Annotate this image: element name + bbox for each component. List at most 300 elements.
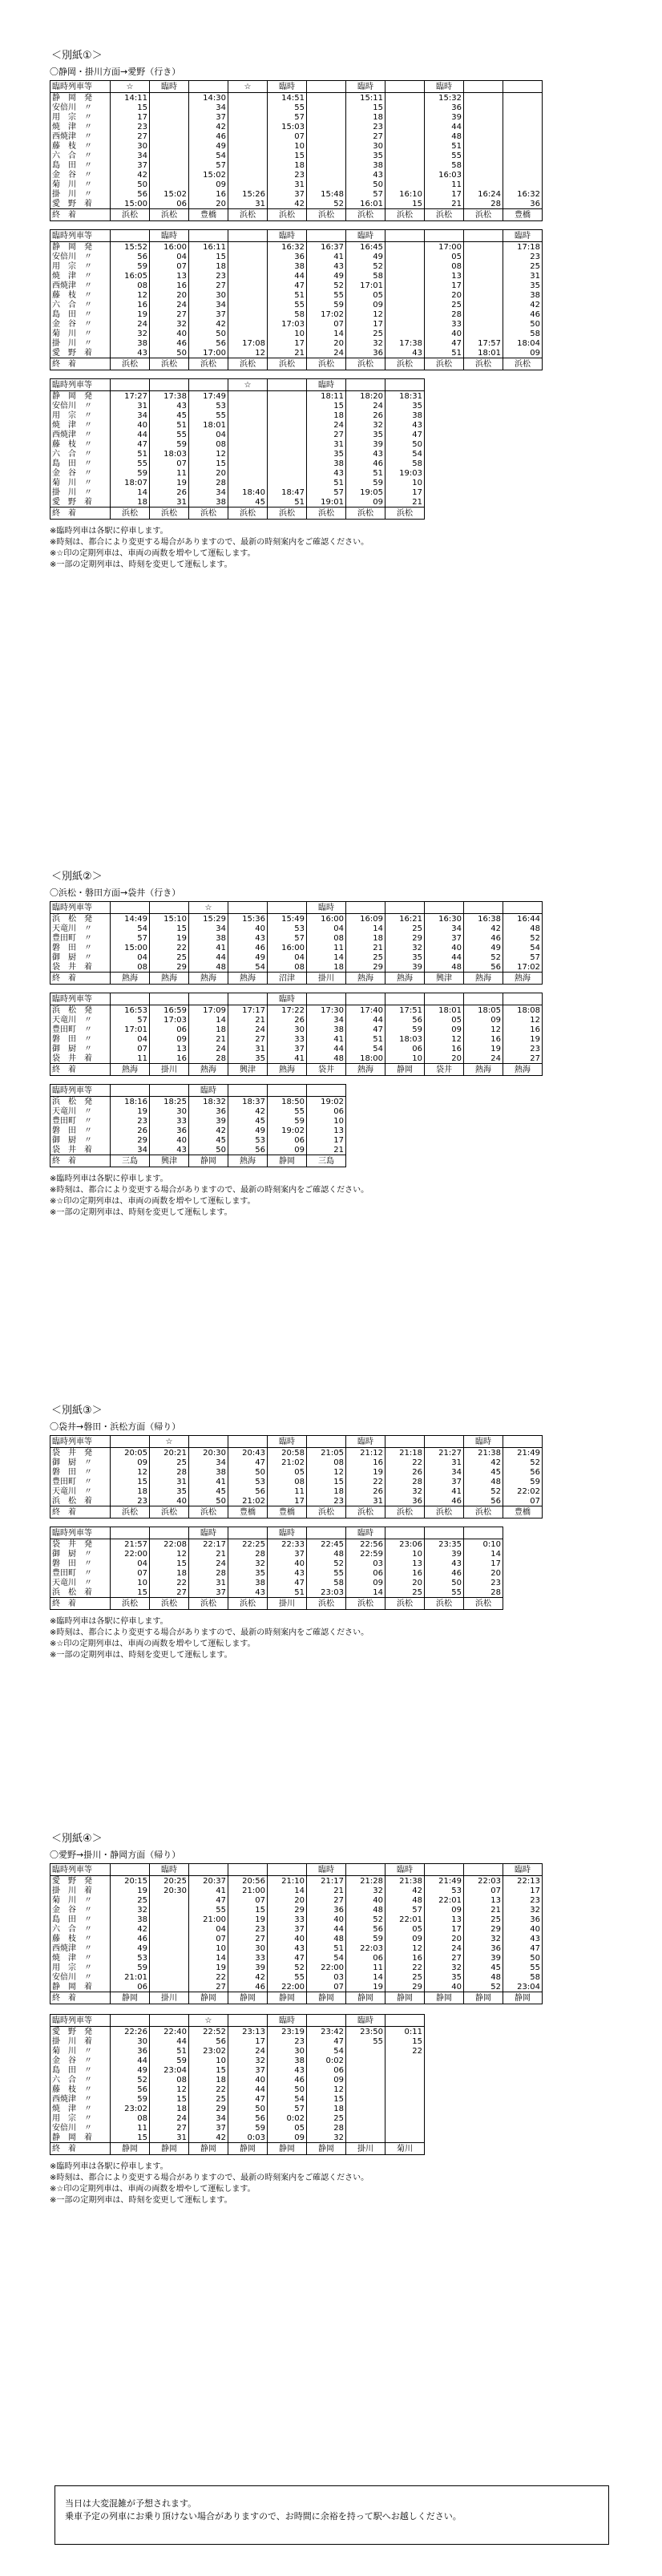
time-cell [385, 160, 425, 170]
time-cell: 59 [150, 439, 189, 449]
station-row [50, 1458, 543, 1467]
time-cell: 42 [189, 2133, 228, 2143]
time-cell [385, 151, 425, 160]
station-name: 菊 川 〃 [50, 329, 111, 338]
time-cell: 38 [189, 933, 228, 943]
time-cell: 25 [150, 1458, 189, 1467]
time-cell: 51 [268, 497, 307, 508]
kind-header: 臨時列車等 [50, 1527, 111, 1539]
time-cell: 35 [150, 1486, 189, 1496]
station-row [50, 2065, 425, 2075]
time-cell: 40 [307, 1915, 346, 1924]
time-cell: 16 [111, 300, 150, 309]
kind-header: 臨時列車等 [50, 1085, 111, 1097]
time-cell: 31 [307, 439, 346, 449]
destination-cell: 浜松 [228, 1598, 268, 1610]
time-cell: 10 [385, 478, 425, 487]
time-cell: 06 [307, 1106, 346, 1116]
train-kind-cell [346, 902, 385, 914]
time-cell: 18:40 [228, 487, 268, 497]
destination-cell: 豊橋 [228, 1506, 268, 1519]
train-kind-cell: 臨時 [385, 1864, 425, 1876]
destination-cell: 掛川 [268, 1598, 307, 1610]
time-cell: 13 [464, 1895, 503, 1905]
time-cell: 17 [346, 319, 385, 329]
destination-cell: 浜松 [111, 358, 150, 370]
destination-cell: 浜松 [111, 1506, 150, 1519]
time-cell: 48 [464, 1477, 503, 1486]
destination-header: 終 着 [50, 973, 111, 985]
train-kind-cell [111, 902, 150, 914]
time-cell: 11 [346, 1963, 385, 1972]
time-cell: 24 [464, 1053, 503, 1064]
time-cell: 16:00 [307, 914, 346, 924]
time-cell [150, 122, 189, 131]
time-cell: 27 [150, 2123, 189, 2133]
note-line: ※時刻は、都合により変更する場合がありますので、最新の時刻案内をご確認ください。 [50, 1186, 369, 1195]
train-kind-cell: 臨時 [268, 230, 307, 242]
time-cell [503, 112, 543, 122]
time-cell: 25 [189, 2094, 228, 2104]
time-cell: 24 [307, 420, 346, 430]
time-cell [385, 242, 425, 253]
time-cell [268, 430, 307, 439]
time-cell: 36 [346, 348, 385, 358]
station-name: 金 谷 〃 [50, 319, 111, 329]
station-row [50, 914, 543, 924]
time-cell: 21:49 [503, 1448, 543, 1458]
time-cell: 16:45 [346, 242, 385, 253]
time-cell: 18:07 [111, 478, 150, 487]
time-cell: 19 [150, 933, 189, 943]
time-cell: 15:36 [228, 914, 268, 924]
time-cell: 18:01 [464, 348, 503, 358]
time-cell: 22 [189, 1972, 228, 1982]
station-row [50, 261, 543, 271]
station-row [50, 1015, 543, 1025]
station-row [50, 1953, 543, 1963]
time-cell: 16:01 [346, 199, 385, 209]
time-cell [268, 439, 307, 449]
destination-cell: 熱海 [464, 973, 503, 985]
station-name: 六 合 〃 [50, 151, 111, 160]
time-cell: 17:09 [189, 1005, 228, 1016]
time-cell: 16:32 [503, 189, 543, 199]
time-cell: 31 [111, 401, 150, 410]
time-cell: 20:30 [150, 1886, 189, 1895]
time-cell: 18:50 [268, 1097, 307, 1107]
time-cell: 09 [425, 1905, 464, 1915]
time-cell: 12 [307, 1467, 346, 1477]
time-cell: 15 [268, 151, 307, 160]
time-cell: 26 [385, 1467, 425, 1477]
time-cell: 16:30 [425, 914, 464, 924]
time-cell: 23:19 [268, 2027, 307, 2037]
time-cell: 13 [425, 271, 464, 281]
time-cell: 51 [307, 478, 346, 487]
time-cell [228, 131, 268, 141]
station-row [50, 290, 543, 300]
time-cell: 20 [385, 1578, 425, 1587]
kind-header: 臨時列車等 [50, 902, 111, 914]
time-cell: 17:18 [503, 242, 543, 253]
time-cell: 56 [464, 962, 503, 973]
time-cell: 55 [189, 410, 228, 420]
station-name: 静 岡 着 [50, 2133, 111, 2143]
time-cell: 06 [346, 1953, 385, 1963]
time-cell: 17:02 [503, 962, 543, 973]
time-cell: 21:49 [425, 1876, 464, 1887]
time-cell: 26 [346, 1486, 385, 1496]
time-cell: 49 [228, 952, 268, 962]
time-cell: 32 [228, 1559, 268, 1568]
station-name: 磐 田 〃 [50, 1467, 111, 1477]
time-cell: 27 [307, 430, 346, 439]
time-cell: 36 [385, 1496, 425, 1506]
time-cell: 21:01 [111, 1972, 150, 1982]
train-kind-cell: ☆ [111, 81, 150, 93]
train-kind-cell [268, 1864, 307, 1876]
time-cell: 24 [189, 1044, 228, 1053]
time-cell: 23:42 [307, 2027, 346, 2037]
time-cell: 50 [268, 2085, 307, 2094]
train-kind-cell [385, 1436, 425, 1448]
time-cell [228, 420, 268, 430]
destination-cell: 熱海 [189, 973, 228, 985]
time-cell: 59 [346, 478, 385, 487]
station-row [50, 933, 543, 943]
time-cell: 07 [268, 131, 307, 141]
time-cell: 18:00 [346, 1053, 385, 1064]
time-cell: 50 [189, 1496, 228, 1506]
time-cell: 49 [111, 1943, 150, 1953]
time-cell: 11 [150, 468, 189, 478]
kind-header: 臨時列車等 [50, 81, 111, 93]
time-cell [464, 141, 503, 151]
station-row [50, 1116, 346, 1126]
destination-cell: 静岡 [228, 2143, 268, 2155]
time-cell: 55 [307, 290, 346, 300]
time-cell: 24 [228, 2046, 268, 2056]
time-cell: 04 [268, 952, 307, 962]
time-cell: 47 [228, 2094, 268, 2104]
time-cell: 08 [189, 439, 228, 449]
destination-cell: 浜松 [346, 1598, 385, 1610]
destination-cell: 掛川 [346, 2143, 385, 2155]
time-cell: 23:50 [346, 2027, 385, 2037]
time-cell: 24 [150, 300, 189, 309]
time-cell: 28 [228, 1549, 268, 1559]
train-kind-cell [503, 81, 543, 93]
time-cell: 39 [346, 439, 385, 449]
time-cell [150, 1924, 189, 1934]
station-row [50, 1934, 543, 1943]
time-cell: 36 [111, 2046, 150, 2056]
time-cell: 17:17 [228, 1005, 268, 1016]
time-cell: 15 [385, 2036, 425, 2046]
station-row [50, 93, 543, 103]
destination-cell: 静岡 [189, 2143, 228, 2155]
station-name: 島 田 〃 [50, 309, 111, 319]
note-line: ※☆印の定期列車は、車両の両数を増やして運転します。 [50, 2185, 256, 2194]
destination-cell: 浜松 [346, 1506, 385, 1519]
time-cell: 16 [150, 1053, 189, 1064]
time-cell: 44 [346, 1015, 385, 1025]
destination-header: 終 着 [50, 1992, 111, 2004]
station-name: 袋 井 着 [50, 962, 111, 973]
note-line: ※時刻は、都合により変更する場合がありますので、最新の時刻案内をご確認ください。 [50, 2174, 369, 2182]
time-cell: 08 [307, 1458, 346, 1467]
train-kind-cell [503, 902, 543, 914]
timetable-block [50, 1863, 543, 2004]
time-cell: 21 [268, 348, 307, 358]
train-kind-cell: 臨時 [189, 1527, 228, 1539]
time-cell: 34 [307, 1015, 346, 1025]
time-cell: 42 [268, 199, 307, 209]
station-row [50, 478, 425, 487]
time-cell: 49 [189, 141, 228, 151]
train-kind-cell [464, 230, 503, 242]
train-kind-cell [111, 379, 150, 391]
kind-header: 臨時列車等 [50, 993, 111, 1005]
destination-cell: 浜松 [385, 1598, 425, 1610]
time-cell [307, 93, 346, 103]
time-cell: 21:38 [464, 1448, 503, 1458]
time-cell: 23:02 [111, 2104, 150, 2113]
time-cell: 51 [307, 1943, 346, 1953]
time-cell: 37 [189, 1587, 228, 1598]
time-cell: 55 [268, 300, 307, 309]
time-cell: 12 [464, 1025, 503, 1034]
time-cell [385, 180, 425, 189]
time-cell: 44 [150, 2036, 189, 2046]
time-cell: 50 [228, 1467, 268, 1477]
time-cell: 26 [111, 1126, 150, 1135]
time-cell: 22:02 [503, 1486, 543, 1496]
time-cell: 15 [111, 2133, 150, 2143]
time-cell: 24 [307, 348, 346, 358]
train-kind-cell: 臨時 [150, 1864, 189, 1876]
time-cell [385, 131, 425, 141]
time-cell: 05 [268, 1467, 307, 1477]
station-name: 磐 田 〃 [50, 1034, 111, 1044]
station-name: 島 田 〃 [50, 1915, 111, 1924]
timetable-section-3 [50, 1401, 611, 1661]
time-cell: 35 [385, 401, 425, 410]
time-cell: 09 [385, 1934, 425, 1943]
time-cell: 19 [111, 309, 150, 319]
time-cell [464, 93, 503, 103]
station-name: 西焼津 〃 [50, 2094, 111, 2104]
time-cell [307, 103, 346, 112]
time-cell: 18:05 [464, 1005, 503, 1016]
time-cell [150, 1905, 189, 1915]
time-cell: 46 [464, 933, 503, 943]
station-name: 用 宗 〃 [50, 2113, 111, 2123]
station-name: 豊田町 〃 [50, 1568, 111, 1578]
time-cell: 23:04 [150, 2065, 189, 2075]
time-cell: 17:38 [150, 391, 189, 402]
destination-cell: 三島 [111, 1155, 150, 1167]
time-cell: 37 [268, 1549, 307, 1559]
time-cell: 56 [346, 1924, 385, 1934]
time-cell: 44 [307, 1924, 346, 1934]
time-cell: 37 [268, 1924, 307, 1934]
time-cell: 37 [111, 160, 150, 170]
train-kind-cell [464, 1864, 503, 1876]
time-cell: 33 [425, 319, 464, 329]
time-cell: 22:00 [111, 1549, 150, 1559]
time-cell [307, 151, 346, 160]
time-cell: 23 [228, 1924, 268, 1934]
time-cell: 12 [307, 2085, 346, 2094]
time-cell: 15:02 [150, 189, 189, 199]
time-cell: 40 [150, 1135, 189, 1145]
section-title: ＜別紙③＞ [51, 1405, 103, 1417]
time-cell: 40 [425, 329, 464, 338]
time-cell: 19 [228, 1915, 268, 1924]
time-cell: 24 [425, 1943, 464, 1953]
time-cell [150, 1934, 189, 1943]
time-cell: 53 [268, 924, 307, 933]
time-cell: 18:03 [385, 1034, 425, 1044]
time-cell [268, 410, 307, 420]
station-row [50, 2027, 425, 2037]
time-cell: 26 [268, 1015, 307, 1025]
destination-cell: 浜松 [228, 508, 268, 520]
time-cell: 15 [307, 1477, 346, 1486]
time-cell: 59 [111, 2094, 150, 2104]
time-cell: 58 [503, 329, 543, 338]
time-cell: 57 [111, 1015, 150, 1025]
station-row [50, 151, 543, 160]
time-cell: 09 [150, 1034, 189, 1044]
time-cell: 54 [307, 1953, 346, 1963]
station-row [50, 170, 543, 180]
time-cell: 35 [385, 952, 425, 962]
time-cell: 06 [385, 1044, 425, 1053]
train-kind-cell: 臨時 [464, 1436, 503, 1448]
station-name: 袋 井 発 [50, 1539, 111, 1550]
time-cell: 38 [111, 1915, 150, 1924]
time-cell [228, 449, 268, 459]
station-name: 静 岡 発 [50, 391, 111, 402]
time-cell: 52 [464, 952, 503, 962]
route-title: 〇愛野→掛川・静岡方面（帰り） [50, 1850, 181, 1860]
time-cell [385, 141, 425, 151]
time-cell: 20:37 [189, 1876, 228, 1887]
time-cell: 14 [111, 487, 150, 497]
station-name: 浜 松 発 [50, 1097, 111, 1107]
time-cell: 16 [346, 1458, 385, 1467]
time-cell: 24 [228, 1025, 268, 1034]
time-cell: 15:52 [111, 242, 150, 253]
train-kind-row [50, 2015, 425, 2027]
destination-row [50, 508, 425, 520]
time-cell: 30 [268, 1025, 307, 1034]
station-name: 御 厨 〃 [50, 1549, 111, 1559]
timetable-section-2 [50, 867, 611, 1219]
station-row [50, 1025, 543, 1034]
time-cell [150, 170, 189, 180]
destination-cell: 浜松 [425, 358, 464, 370]
train-kind-cell [425, 1527, 464, 1539]
time-cell: 49 [464, 943, 503, 952]
time-cell: 34 [111, 151, 150, 160]
time-cell [503, 131, 543, 141]
time-cell: 58 [346, 271, 385, 281]
time-cell: 42 [385, 1886, 425, 1895]
time-cell: 52 [464, 1982, 503, 1992]
time-cell: 14:30 [189, 93, 228, 103]
time-cell: 04 [189, 1924, 228, 1934]
time-cell: 31 [228, 199, 268, 209]
time-cell: 57 [385, 1905, 425, 1915]
time-cell: 21 [464, 1905, 503, 1915]
time-cell: 09 [503, 348, 543, 358]
time-cell: 07 [111, 1044, 150, 1053]
destination-cell: 熱海 [503, 1064, 543, 1076]
time-cell: 37 [189, 112, 228, 122]
train-kind-cell [503, 1436, 543, 1448]
time-cell: 23:04 [503, 1982, 543, 1992]
station-row [50, 401, 425, 410]
time-cell: 37 [189, 2123, 228, 2133]
time-cell: 22:33 [268, 1539, 307, 1550]
time-cell: 23:06 [385, 1539, 425, 1550]
time-cell: 45 [464, 1467, 503, 1477]
station-name: 静 岡 発 [50, 242, 111, 253]
time-cell: 22:00 [307, 1963, 346, 1972]
station-name: 用 宗 〃 [50, 261, 111, 271]
station-name: 焼 津 〃 [50, 2104, 111, 2113]
time-cell: 49 [228, 1126, 268, 1135]
time-cell [268, 478, 307, 487]
time-cell: 48 [346, 1905, 385, 1915]
time-cell: 21 [189, 1034, 228, 1044]
time-cell: 33 [268, 1034, 307, 1044]
time-cell: 20 [425, 1053, 464, 1064]
time-cell: 59 [111, 261, 150, 271]
time-cell: 46 [503, 309, 543, 319]
station-name: 安倍川 〃 [50, 2123, 111, 2133]
time-cell: 59 [111, 1963, 150, 1972]
station-name: 天竜川 〃 [50, 1486, 111, 1496]
time-cell [464, 290, 503, 300]
note-line: ※☆印の定期列車は、車両の両数を増やして運転します。 [50, 1197, 256, 1206]
station-row [50, 1097, 346, 1107]
station-name: 愛 野 着 [50, 199, 111, 209]
time-cell: 21:05 [307, 1448, 346, 1458]
station-name: 浜 松 発 [50, 1005, 111, 1016]
time-cell: 21:17 [307, 1876, 346, 1887]
train-kind-cell [307, 230, 346, 242]
time-cell [503, 170, 543, 180]
time-cell [228, 271, 268, 281]
time-cell: 18:16 [111, 1097, 150, 1107]
time-cell: 18:32 [189, 1097, 228, 1107]
time-cell: 22:26 [111, 2027, 150, 2037]
destination-cell: 浜松 [346, 358, 385, 370]
time-cell [228, 439, 268, 449]
time-cell [346, 2094, 385, 2104]
station-row [50, 242, 543, 253]
time-cell: 13 [150, 1044, 189, 1053]
time-cell: 42 [111, 1924, 150, 1934]
time-cell: 34 [189, 2113, 228, 2123]
station-name: 六 合 〃 [50, 1924, 111, 1934]
time-cell: 42 [228, 1106, 268, 1116]
